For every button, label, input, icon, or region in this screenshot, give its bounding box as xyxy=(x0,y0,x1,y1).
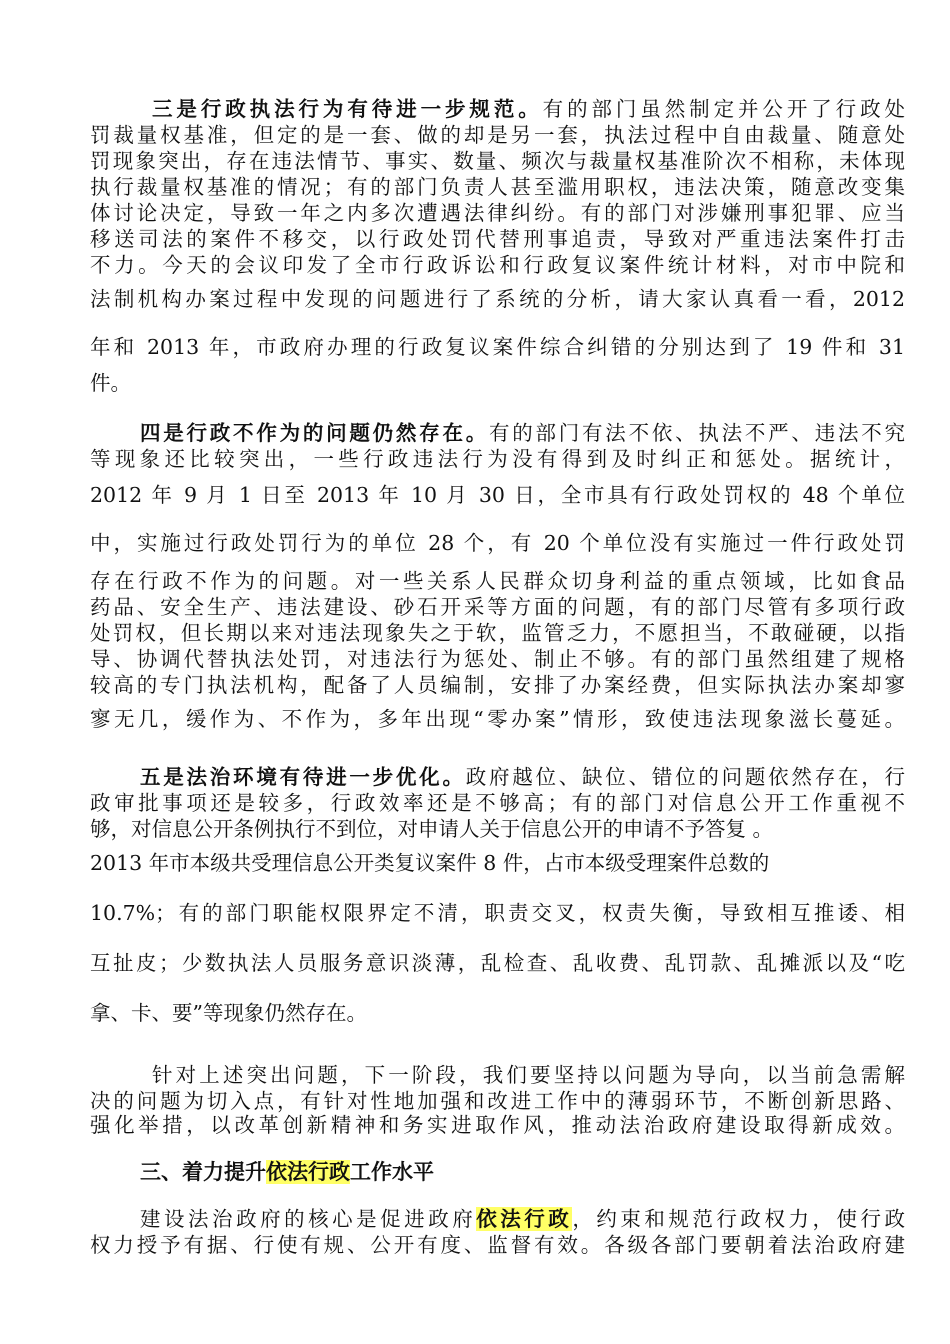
p4-line-6: 药品、安全生产、违法建设、砂石开采等方面的问题，有的部门尽管有多项行政 xyxy=(90,595,905,619)
p4-line-2: 等现象还比较突出，一些行政违法行为没有得到及时纠正和惩处。据统计， xyxy=(90,447,905,471)
p5-line-2: 政审批事项还是较多，行政效率还是不够高；有的部门对信息公开工作重视不 xyxy=(90,791,905,815)
p3-line-1 xyxy=(90,96,905,122)
p5-line-7: 拿、卡、要”等现象仍然存在。 xyxy=(90,1001,367,1025)
p4-line-9: 较高的专门执法机构，配备了人员编制，安排了办案经费，但实际执法办案却寥 xyxy=(90,673,905,697)
p5-line-1-rest: 政府越位、缺位、错位的问题依然存在，行 xyxy=(465,765,905,789)
p3-line-6: 移送司法的案件不移交，以行政处罚代替刑事追责，导致对严重违法案件打击 xyxy=(90,227,905,251)
p5-line-3: 够，对信息公开条例执行不到位，对申请人关于信息公开的申请不予答复 。 xyxy=(90,817,774,841)
heading-highlight: 依法行政 xyxy=(266,1160,350,1184)
p4-line-4: 中，实施过行政处罚行为的单位 28 个，有 20 个单位没有实施过一件行政处罚 xyxy=(90,531,905,555)
p3-line-2: 罚裁量权基准，但定的是一套、做的却是另一套，执法过程中自由裁量、随意处 xyxy=(90,123,905,147)
p6-line-2: 决的问题为切入点，有针对性地加强和改进工作中的薄弱环节，不断创新思路、 xyxy=(90,1089,905,1113)
p3-line-9: 年和 2013 年，市政府办理的行政复议案件综合纠错的分别达到了 19 件和 31 xyxy=(90,335,905,359)
p3-line-5: 体讨论决定，导致一年之内多次遭遇法律纠纷。有的部门对涉嫌刑事犯罪、应当 xyxy=(90,201,905,225)
p5-lead: 五是法治环境有待进一步优化。 xyxy=(140,765,466,789)
p6-line-3: 强化举措，以改革创新精神和务实进取作风，推动法治政府建设取得新成效。 xyxy=(90,1113,905,1137)
p6-line-1: 针对上述突出问题，下一阶段，我们要坚持以问题为导向，以当前急需解 xyxy=(152,1063,905,1087)
p4-line-1-rest: 有的部门有法不依、执法不严、违法不究 xyxy=(488,421,905,445)
p5-line-1 xyxy=(90,764,905,790)
p7-post: ，约束和规范行政权力，使行政 xyxy=(572,1207,906,1231)
p4-line-5: 存在行政不作为的问题。对一些关系人民群众切身利益的重点领域，比如食品 xyxy=(90,569,905,593)
p3-line-4: 执行裁量权基准的情况；有的部门负责人甚至滥用职权，违法决策，随意改变集 xyxy=(90,175,905,199)
p4-line-1 xyxy=(90,420,905,446)
p7-pre: 建设法治政府的核心是促进政府 xyxy=(140,1207,477,1231)
p3-line-8: 法制机构办案过程中发现的问题进行了系统的分析，请大家认真看一看，2012 xyxy=(90,287,905,311)
p3-line-1-rest: 有的部门虽然制定并公开了行政处 xyxy=(542,97,906,121)
p7-line-2: 权力授予有据、行使有规、公开有度、监督有效。各级各部门要朝着法治政府建 xyxy=(90,1233,905,1257)
p4-line-7: 处罚权，但长期以来对违法现象失之于软，监管乏力，不愿担当，不敢碰硬，以指 xyxy=(90,621,905,645)
p4-lead: 四是行政不作为的问题仍然存在。 xyxy=(140,421,489,445)
heading-pre: 三、着力提升 xyxy=(140,1160,266,1184)
p4-line-10: 寥无几，缓作为、不作为，多年出现“零办案”情形，致使违法现象滋长蔓延。 xyxy=(90,707,905,731)
p3-line-10: 件。 xyxy=(90,371,131,395)
p3-line-3: 罚现象突出，存在违法情节、事实、数量、频次与裁量权基准阶次不相称，未体现 xyxy=(90,149,905,173)
p5-line-4: 2013 年市本级共受理信息公开类复议案件 8 件，占市本级受理案件总数的 xyxy=(90,851,770,875)
p7-line-1 xyxy=(90,1206,905,1232)
p7-highlight: 依法行政 xyxy=(476,1207,573,1231)
section-heading xyxy=(140,1158,434,1186)
p3-lead: 三是行政执法行为有待进一步规范。 xyxy=(152,97,543,121)
p5-line-5: 10.7%；有的部门职能权限界定不清，职责交叉，权责失衡，导致相互推诿、相 xyxy=(90,901,905,925)
p5-line-6: 互扯皮；少数执法人员服务意识淡薄，乱检查、乱收费、乱罚款、乱摊派以及“吃 xyxy=(90,951,905,975)
p4-line-8: 导、协调代替执法处罚，对违法行为惩处、制止不够。有的部门虽然组建了规格 xyxy=(90,647,905,671)
p4-line-3: 2012 年 9 月 1 日至 2013 年 10 月 30 日，全市具有行政处罚权的 48 个单位 xyxy=(90,483,905,507)
p3-line-7: 不力。今天的会议印发了全市行政诉讼和行政复议案件统计材料，对市中院和 xyxy=(90,253,905,277)
heading-post: 工作水平 xyxy=(350,1160,434,1184)
